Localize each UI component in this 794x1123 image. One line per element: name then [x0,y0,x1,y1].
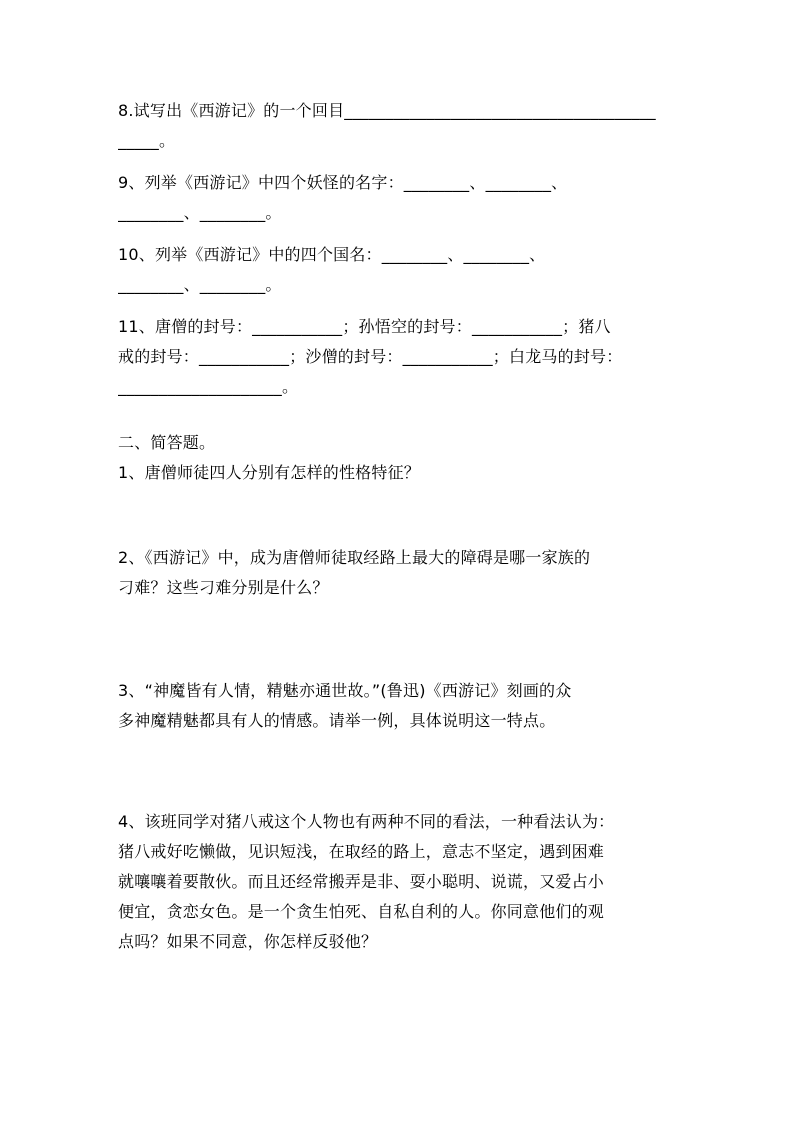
short-answer-4-line-3: 就嚷嚷着要散伙。而且还经常搬弄是非、耍小聪明、说谎，又爱占小 [118,872,605,891]
short-answer-3-line-1: 3、“神魔皆有人情，精魅亦通世故。”(鲁迅)《西游记》刻画的众 [118,681,572,700]
short-answer-4-line-1: 4、该班同学对猪八戒这个人物也有两种不同的看法，一种看法认为： [118,812,615,831]
question-8-line-1: 8.试写出《西游记》的一个回目______________________________________ [118,101,656,120]
short-answer-1-line-1: 1、唐僧师徒四人分别有怎样的性格特征？ [118,463,420,482]
question-11-line-2: 戒的封号：___________；沙僧的封号：___________；白龙马的封号： [118,347,623,366]
question-10-line-2: ________、________。 [118,275,282,294]
short-answer-4-line-5: 点吗？如果不同意，你怎样反驳他？ [118,932,378,951]
short-answer-2-line-2: 刁难？这些刁难分别是什么？ [118,578,329,597]
question-9-line-2: ________、________。 [118,203,282,222]
short-answer-3-line-2: 多神魔精魅都具有人的情感。请举一例，具体说明这一特点。 [118,711,556,730]
question-11-line-1: 11、唐僧的封号：___________；孙悟空的封号：___________；猪八 [118,317,611,336]
short-answer-4-line-4: 便宜，贪恋女色。是一个贪生怕死、自私自利的人。你同意他们的观 [118,902,605,921]
section-2-heading: 二、简答题。 [118,433,216,452]
question-9-line-1: 9、列举《西游记》中四个妖怪的名字：________、________、 [118,173,568,192]
question-11-line-3: ____________________。 [118,377,299,396]
short-answer-4-line-2: 猪八戒好吃懒做，见识短浅，在取经的路上，意志不坚定，遇到困难 [118,842,605,861]
question-8-line-2: _____。 [118,131,176,150]
short-answer-2-line-1: 2、《西游记》中，成为唐僧师徒取经路上最大的障碍是哪一家族的 [118,548,591,567]
question-10-line-1: 10、列举《西游记》中的四个国名：________、________、 [118,245,546,264]
